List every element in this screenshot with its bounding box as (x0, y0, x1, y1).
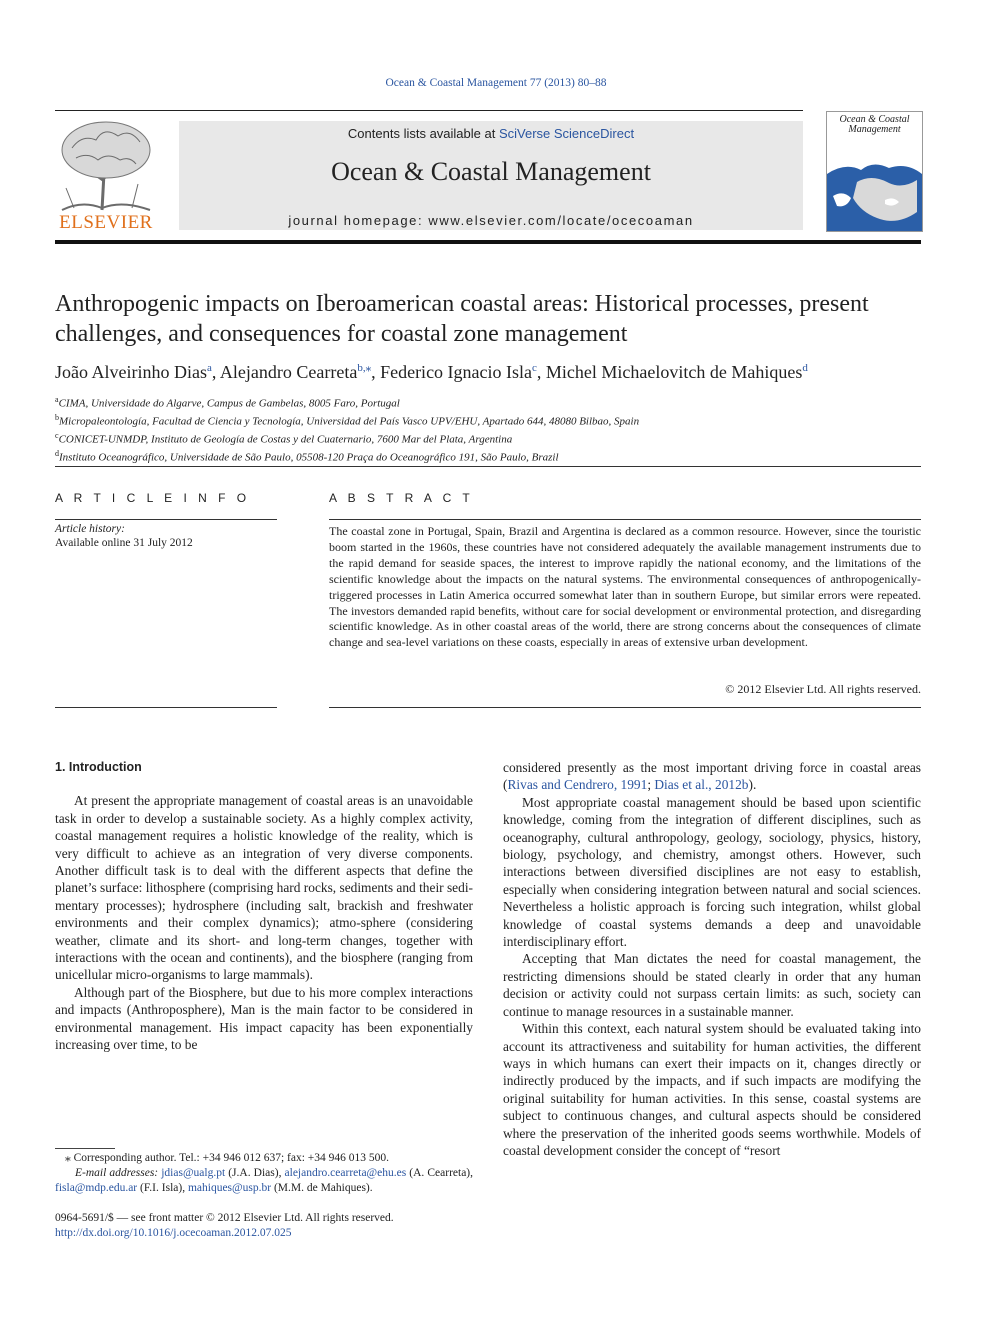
publisher-wordmark: ELSEVIER (59, 212, 153, 233)
contents-prefix: Contents lists available at (347, 126, 499, 141)
article-history-label: Article history: (55, 523, 125, 535)
cover-title: Ocean & Coastal Management (839, 114, 910, 135)
corresponding-author-note: ⁎ Corresponding author. Tel.: +34 946 012 637; fax: +34 946 013 500. (65, 1152, 390, 1164)
abstract-copyright: © 2012 Elsevier Ltd. All rights reserved. (725, 682, 921, 696)
section-heading: 1. Introduction (55, 760, 142, 774)
author-affiliation-mark[interactable]: b,⁎ (357, 362, 372, 374)
email-link[interactable]: jdias@ualg.pt (161, 1167, 226, 1179)
author-separator: , (536, 362, 546, 382)
body-paragraph: Accepting that Man dictates the need for coastal management, the restricting dimensions should be stated clearly in order that any human decision or activity could not surpass certain limits: as such, society can continue to manage resources in a sustainable manner. (503, 951, 921, 1019)
email-owner: (M.M. de Mahiques). (271, 1182, 373, 1194)
affiliation-list (55, 393, 935, 466)
author-affiliation-mark[interactable]: a (206, 362, 212, 374)
author-name: Michel Michaelovitch de Mahiques (545, 362, 803, 382)
email-link[interactable]: mahiques@usp.br (187, 1182, 272, 1194)
abstract-label: A B S T R A C T (329, 491, 474, 505)
journal-cover-thumbnail[interactable] (826, 111, 923, 232)
body-column-left (55, 759, 473, 1054)
affiliation-text: Micropaleontología, Facultad de Ciencia y Tecnología, Universidad del País Vasco UPV/EHU, Apartado 644, 48080 Bilbao, Spain (59, 415, 640, 428)
author-name: Federico Ignacio Isla (380, 362, 533, 382)
tree-icon (52, 118, 160, 213)
author-name: João Alveirinho Dias (55, 362, 207, 382)
affiliation-mark: c (55, 431, 59, 441)
email-link[interactable]: alejandro.cearreta@ehu.es (284, 1167, 407, 1179)
citation-link[interactable]: Dias et al., 2012b (654, 777, 749, 793)
affiliation-divider (55, 466, 921, 467)
affiliation-mark: d (55, 449, 59, 459)
email-owner: (A. Cearreta), (406, 1167, 474, 1179)
abstract-text: The coastal zone in Portugal, Spain, Brazil and Argentina is declared as a common resource. However, since the touristic boom started in the 1960s, these countries have not considered adequately the available management instruments due to the rapid demand for seaside spaces, the interest to improve rapidly the national economy, and the limitations of the scientific knowledge about the impacts on the natural systems. The environmental consequences of anthropogenically-triggered processes in Latin America occurred somewhat later than in southern Europe, but similar errors were repeated. The investors demanded rapid benefits, without care for social development or environmental protection, and disregarding scientific knowledge. As in other coastal areas of the world, there are strong concerns about the consequences of climate change and sea-level variations on these coasts, especially in areas of extensive urban development. (329, 524, 921, 650)
affiliation-mark: b (55, 413, 59, 423)
affiliation-text: CONICET-UNMDP, Instituto de Geología de Costas y del Cuaternario, 7600 Mar del Plata, Argentina (58, 433, 513, 446)
author-separator: , (371, 362, 381, 382)
author-list (55, 361, 935, 383)
citation-link[interactable]: Rivas and Cendrero, 1991 (507, 777, 648, 793)
front-matter (55, 1211, 555, 1241)
author-affiliation-mark[interactable]: c (532, 362, 537, 374)
body-paragraph: Within this context, each natural system should be evaluated taking into account its attractiveness and suitability for human activities, the different ways in which humans can exert their impacts on it, changes directly or indirectly produced by the impacts, and if such impacts are modifying the original suitability for human activities. In this sense, coastal systems are subject to continuous changes, and cultural aspects should be considered where the preservation of the inherited goods seems worthwhile. Models of coastal development consider the concept of “resort (503, 1021, 921, 1158)
paragraph-text: considered presently as the most important driving force in coastal areas ( (503, 760, 921, 793)
affiliation-text: CIMA, Universidade do Algarve, Campus de Gambelas, 8005 Faro, Portugal (58, 397, 400, 410)
journal-reference[interactable]: Ocean & Coastal Management 77 (2013) 80–88 (385, 77, 607, 89)
article-info-label: A R T I C L E I N F O (55, 491, 251, 505)
article-info-rule (55, 519, 277, 520)
journal-header-box (179, 121, 803, 230)
affiliation-mark: a (55, 395, 59, 404)
article-title: Anthropogenic impacts on Iberoamerican coastal areas: Historical processes, present challenges, and consequences for coastal zone management (55, 291, 869, 347)
email-link[interactable]: fisla@mdp.edu.ar (55, 1182, 138, 1194)
affiliation-item (55, 411, 935, 429)
sciencedirect-link[interactable]: SciVerse ScienceDirect (498, 126, 635, 141)
paragraph-text: ). (748, 777, 757, 793)
author-affiliation-mark[interactable]: d (802, 362, 808, 374)
citation-separator: ; (647, 777, 655, 793)
body-paragraph: At present the appropriate management of coastal areas is an unavoidable task in order to develop a sustainable society. As a highly complex activity, coastal management requires a holistic knowledge of the reality, which is very difficult to achieve as an integration of very diverse components. Another difficult task is to deal with the different aspects that define the planet’s surface: lithosphere (comprising hard rocks, sediments and their sedi-mentary processes); hydrosphere (including salt, brackish and freshwater environments and their complex dynamics); atmo-sphere (considering weather, climate and its short- and long-term changes, together with interactions with the ocean and continents), and the biosphere (ranging from unicellular micro-organisms to large mammals). (55, 793, 473, 983)
article-info-bottom-rule (55, 707, 277, 708)
footnotes (55, 1151, 473, 1196)
email-addresses (55, 1166, 473, 1196)
affiliation-text: Instituto Oceanográfico, Universidade de São Paulo, 05508-120 Praça do Oceanográfico 191, São Paulo, Brazil (59, 452, 559, 465)
author-name: Alejandro Cearreta (219, 362, 358, 382)
body-paragraph: Although part of the Biosphere, but due to his more complex interactions and impacts (Anthroposphere), Man is the main factor to be considered in environmental management. His impact capacity has been exponentially increasing over time, to be (55, 984, 473, 1053)
affiliation-item (55, 429, 935, 447)
email-owner: (J.A. Dias), (225, 1167, 285, 1179)
footnote-rule (55, 1148, 115, 1149)
header-bottom-rule (55, 240, 921, 244)
author-separator: , (211, 362, 220, 382)
email-label: E-mail addresses: (75, 1167, 159, 1179)
issn-line: 0964-5691/$ — see front matter © 2012 Elsevier Ltd. All rights reserved. (55, 1212, 394, 1224)
abstract-rule (329, 519, 921, 520)
body-column-right (503, 759, 921, 1159)
cover-map-icon (827, 112, 922, 231)
journal-title: Ocean & Coastal Management (331, 157, 651, 186)
contents-available-line (179, 126, 803, 141)
doi-link[interactable]: http://dx.doi.org/10.1016/j.ocecoaman.2012.07.025 (55, 1227, 292, 1239)
affiliation-item (55, 447, 935, 465)
header-top-rule (55, 110, 803, 111)
email-owner: (F.I. Isla), (137, 1182, 188, 1194)
body-paragraph: Most appropriate coastal management should be based upon scientific knowledge, coming from the integration of different disciplines, such as oceanography, cultural anthropology, geology, sociology, physics, history, biology, psychology, and chemistry, amongst others. However, such interactions between diversified disciplines are not easy to establish, especially when considering integration between natural and social sciences. Nevertheless a holistic approach is forcing such integration, whilst global knowledge of coastal systems demands a deep and unavoidable interdisciplinary effort. (503, 794, 921, 950)
affiliation-item (55, 393, 935, 411)
journal-homepage[interactable]: journal homepage: www.elsevier.com/locate/ocecoaman (288, 213, 694, 228)
article-history-value: Available online 31 July 2012 (55, 537, 193, 549)
abstract-bottom-rule (329, 707, 921, 708)
body-paragraph (503, 759, 921, 794)
